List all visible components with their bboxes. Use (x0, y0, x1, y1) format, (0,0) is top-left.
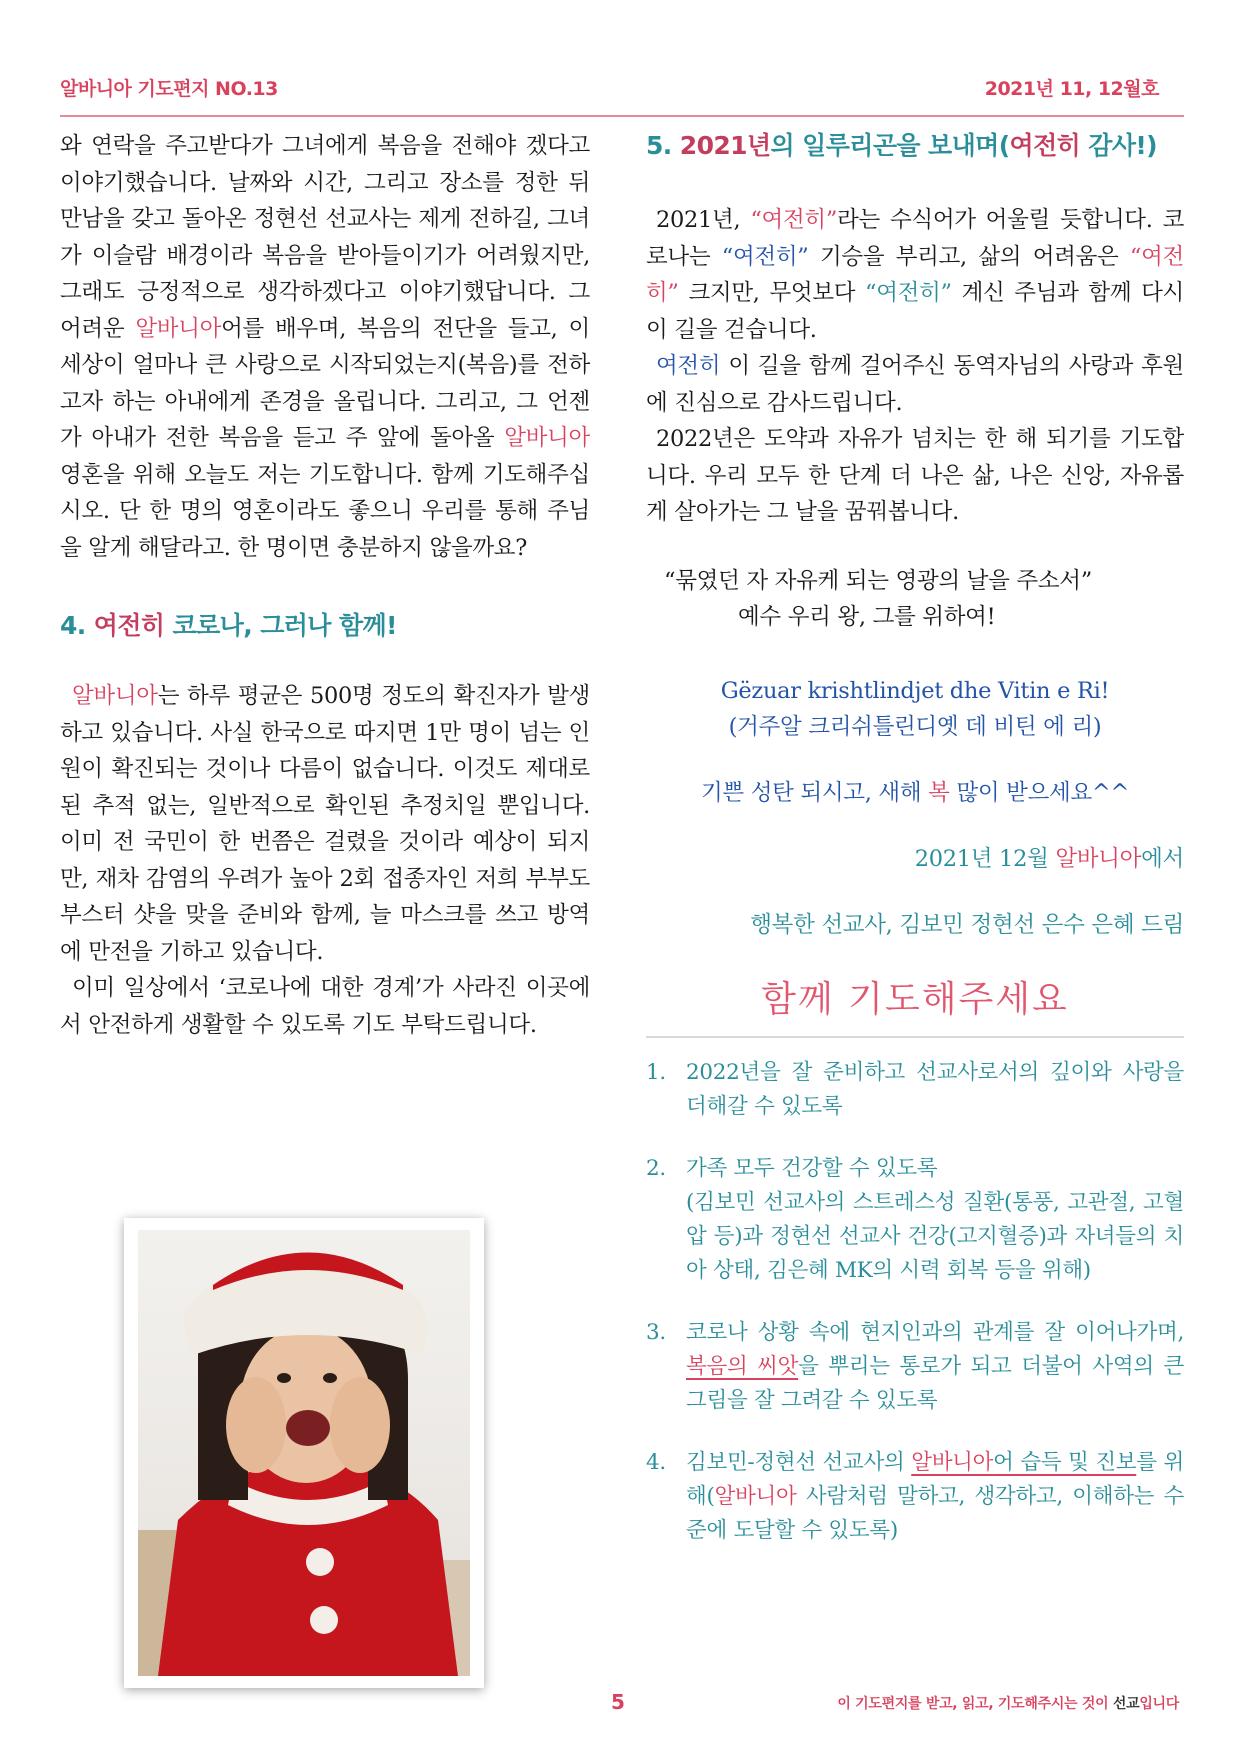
highlight-blessing: 복 (928, 779, 950, 806)
text: 많이 받으세요^^ (949, 779, 1130, 806)
albanian-pronunciation: (거주알 크리쉬틀린디옛 데 비틴 에 리) (728, 713, 1102, 740)
section-number: 4. (60, 611, 94, 640)
item-text: 을 뿌리는 통로가 되고 더불어 사역의 큰 그림을 잘 그려갈 수 있도록 (686, 1353, 1184, 1413)
paragraph-evangelism (60, 128, 590, 566)
verse-line-2: 예수 우리 왕, 그를 위하여! (738, 603, 996, 630)
paragraph-thanks (646, 348, 1184, 421)
child-santa-photo (138, 1230, 470, 1676)
text: 기쁜 성탄 되시고, 새해 (700, 779, 929, 806)
text: 이미 일상에서 ‘코로나에 대한 경계’가 사라진 이곳에서 안전하게 생활할 수 있도록 기도 부탁드립니다. (60, 975, 590, 1038)
prayer-item (646, 1316, 1184, 1418)
item-text: 사람처럼 말하고, 생각하고, 이해하는 수준에 도달할 수 있도록) (686, 1483, 1184, 1543)
section-title-text: 감사!) (1080, 131, 1158, 160)
signature: 행복한 선교사, 김보민 정현선 은수 은혜 드림 (750, 911, 1184, 938)
albanian-greeting: Gëzuar krishtlindjet dhe Vitin e Ri! (720, 677, 1110, 704)
text: 와 연락을 주고받다가 그녀에게 복음을 전해야 겠다고 이야기했습니다. 날짜와 시간, 그리고 장소를 정한 뒤 만남을 갖고 돌아온 정현선 선교사는 제게 전하길, 그녀가 이슬람 배경이라 복음을 받아들이기가 어려웠지만, 그래도 긍정적으로 생각하겠다고 이야기했답니다. 그 어려운 (60, 133, 590, 342)
item-number: 1. (646, 1059, 666, 1085)
paragraph-prayer-request (60, 970, 590, 1043)
header-divider (60, 115, 1184, 117)
text: 에서 (1141, 845, 1184, 872)
highlight-still: “여전히” (750, 207, 838, 233)
item-number: 4. (646, 1449, 666, 1475)
issue-date: 2021년 11, 12월호 (984, 78, 1159, 100)
highlight-still: “여전히” (646, 243, 1184, 306)
highlight-still: 여전히 (656, 353, 721, 379)
verse-line-1: “묶였던 자 자유케 되는 영광의 날을 주소서” (664, 567, 1092, 594)
text: 는 하루 평균은 500명 정도의 확진자가 발생하고 있습니다. 사실 한국으로 따지면 1만 명이 넘는 인원이 확진되는 것이나 다름이 없습니다. 이것도 제대로 된 추적 없는, 일반적으로 확인된 추정치일 뿐입니다. 이미 전 국민이 한 번쯤은 걸렸을 것이라 예상이 되지만, 재차 감염의 우려가 높아 2회 접종자인 저희 부부도 부스터 샷을 맞을 준비와 함께, 늘 마스크를 쓰고 방역에 만전을 기하고 있습니다. (60, 683, 590, 965)
paragraph-2021 (646, 202, 1184, 348)
text: 이 길을 함께 걸어주신 동역자님의 사랑과 후원에 진심으로 감사드립니다. (646, 353, 1184, 416)
item-detail: (김보민 선교사의 스트레스성 질환(통풍, 고관절, 고혈압 등)과 정현선 선교사 건강(고지혈증)과 자녀들의 치아 상태, 김은혜 MK의 시력 회복 등을 위해) (686, 1189, 1184, 1283)
text: 라는 수식어가 어울릴 듯합니다. 코로나는 (646, 207, 1185, 270)
text: 2021년, (656, 207, 751, 233)
text: 크지만, 무엇보다 (678, 280, 866, 306)
item-text: 를 위해( (686, 1449, 1184, 1509)
left-column (60, 128, 590, 1043)
highlight-albania: 알바니아 (504, 425, 590, 451)
letter-date-place (646, 841, 1184, 877)
prayer-title: 함께 기도해주세요 (761, 978, 1069, 1020)
item-number: 3. (646, 1319, 666, 1345)
item-text: 어 습득 및 진보 (993, 1449, 1137, 1475)
prayer-list (646, 1056, 1184, 1548)
text: 이 기도편지를 받고, 읽고, 기도해주시는 것이 (837, 1696, 1113, 1712)
paragraph-covid (60, 678, 590, 970)
highlight-albania: 알바니아 (714, 1483, 797, 1509)
prayer-item (646, 1056, 1184, 1124)
section-4-title (60, 606, 590, 642)
footer-note (837, 1693, 1179, 1713)
right-column (646, 128, 1184, 1548)
text: 어를 배우며, 복음의 전단을 들고, 이 세상이 얼마나 큰 사랑으로 시작되었는지(복음)를 전하고자 하는 아내에게 존경을 올립니다. 그리고, 그 언젠가 아내가 전한 복음을 듣고 주 앞에 돌아올 (60, 315, 590, 451)
photo-frame (124, 1218, 484, 1688)
prayer-item (646, 1446, 1184, 1548)
section-title-rest: 코로나, 그러나 함께! (164, 611, 397, 640)
text: 입니다 (1139, 1696, 1179, 1712)
section-highlight: 여전히 (93, 611, 165, 640)
item-text: 2022년을 잘 준비하고 선교사로서의 깊이와 사랑을 더해갈 수 있도록 (686, 1059, 1184, 1119)
underlined-phrase (911, 1450, 1136, 1475)
highlight-albania: 알바니아 (72, 683, 158, 709)
item-number: 2. (646, 1155, 666, 1181)
text: 2021년 12월 (914, 845, 1056, 872)
highlight-albania: 알바니아 (1055, 845, 1142, 872)
item-text: 코로나 상황 속에 현지인과의 관계를 잘 이어나가며, (686, 1319, 1184, 1345)
section-title-text: 의 일루리곤을 보내며( (770, 131, 1010, 160)
underlined-phrase: 복음의 씨앗 (686, 1353, 799, 1379)
text: 선교 (1112, 1696, 1140, 1712)
highlight-albania: 알바니아 (135, 315, 222, 342)
child-santa-illustration (138, 1230, 470, 1676)
paragraph-2022 (646, 421, 1184, 531)
prayer-divider (646, 1036, 1184, 1038)
highlight-albania: 알바니아 (911, 1449, 994, 1475)
item-text: 김보민-정현선 선교사의 (686, 1449, 912, 1475)
text: 영혼을 위해 오늘도 저는 기도합니다. 함께 기도해주십시오. 단 한 명의 영혼이라도 좋으니 우리를 통해 주님을 알게 해달라고. 한 명이면 충분하지 않을까요? (60, 461, 590, 561)
item-text: 가족 모두 건강할 수 있도록 (686, 1155, 938, 1181)
page-number: 5 (611, 1690, 625, 1714)
section-5-title (646, 126, 1184, 162)
text: 기승을 부리고, 삶의 어려움은 (808, 243, 1130, 270)
prayer-item (646, 1152, 1184, 1288)
highlight-still: “여전히” (721, 243, 809, 270)
highlight-still: “여전히” (865, 280, 952, 306)
section-number: 5. (646, 131, 680, 160)
text: 2022년은 도약과 자유가 넘치는 한 해 되기를 기도합니다. 우리 모두 한 단계 더 나은 삶, 나은 신앙, 자유롭게 살아가는 그 날을 꿈꿔봅니다. (646, 426, 1184, 525)
section-highlight: 여전히 (1009, 131, 1081, 160)
newsletter-title: 알바니아 기도편지 NO.13 (60, 78, 278, 100)
section-highlight: 2021년 (679, 131, 771, 160)
holiday-greeting (646, 775, 1184, 811)
text: 계신 주님과 함께 다시 이 길을 걷습니다. (646, 280, 1184, 343)
